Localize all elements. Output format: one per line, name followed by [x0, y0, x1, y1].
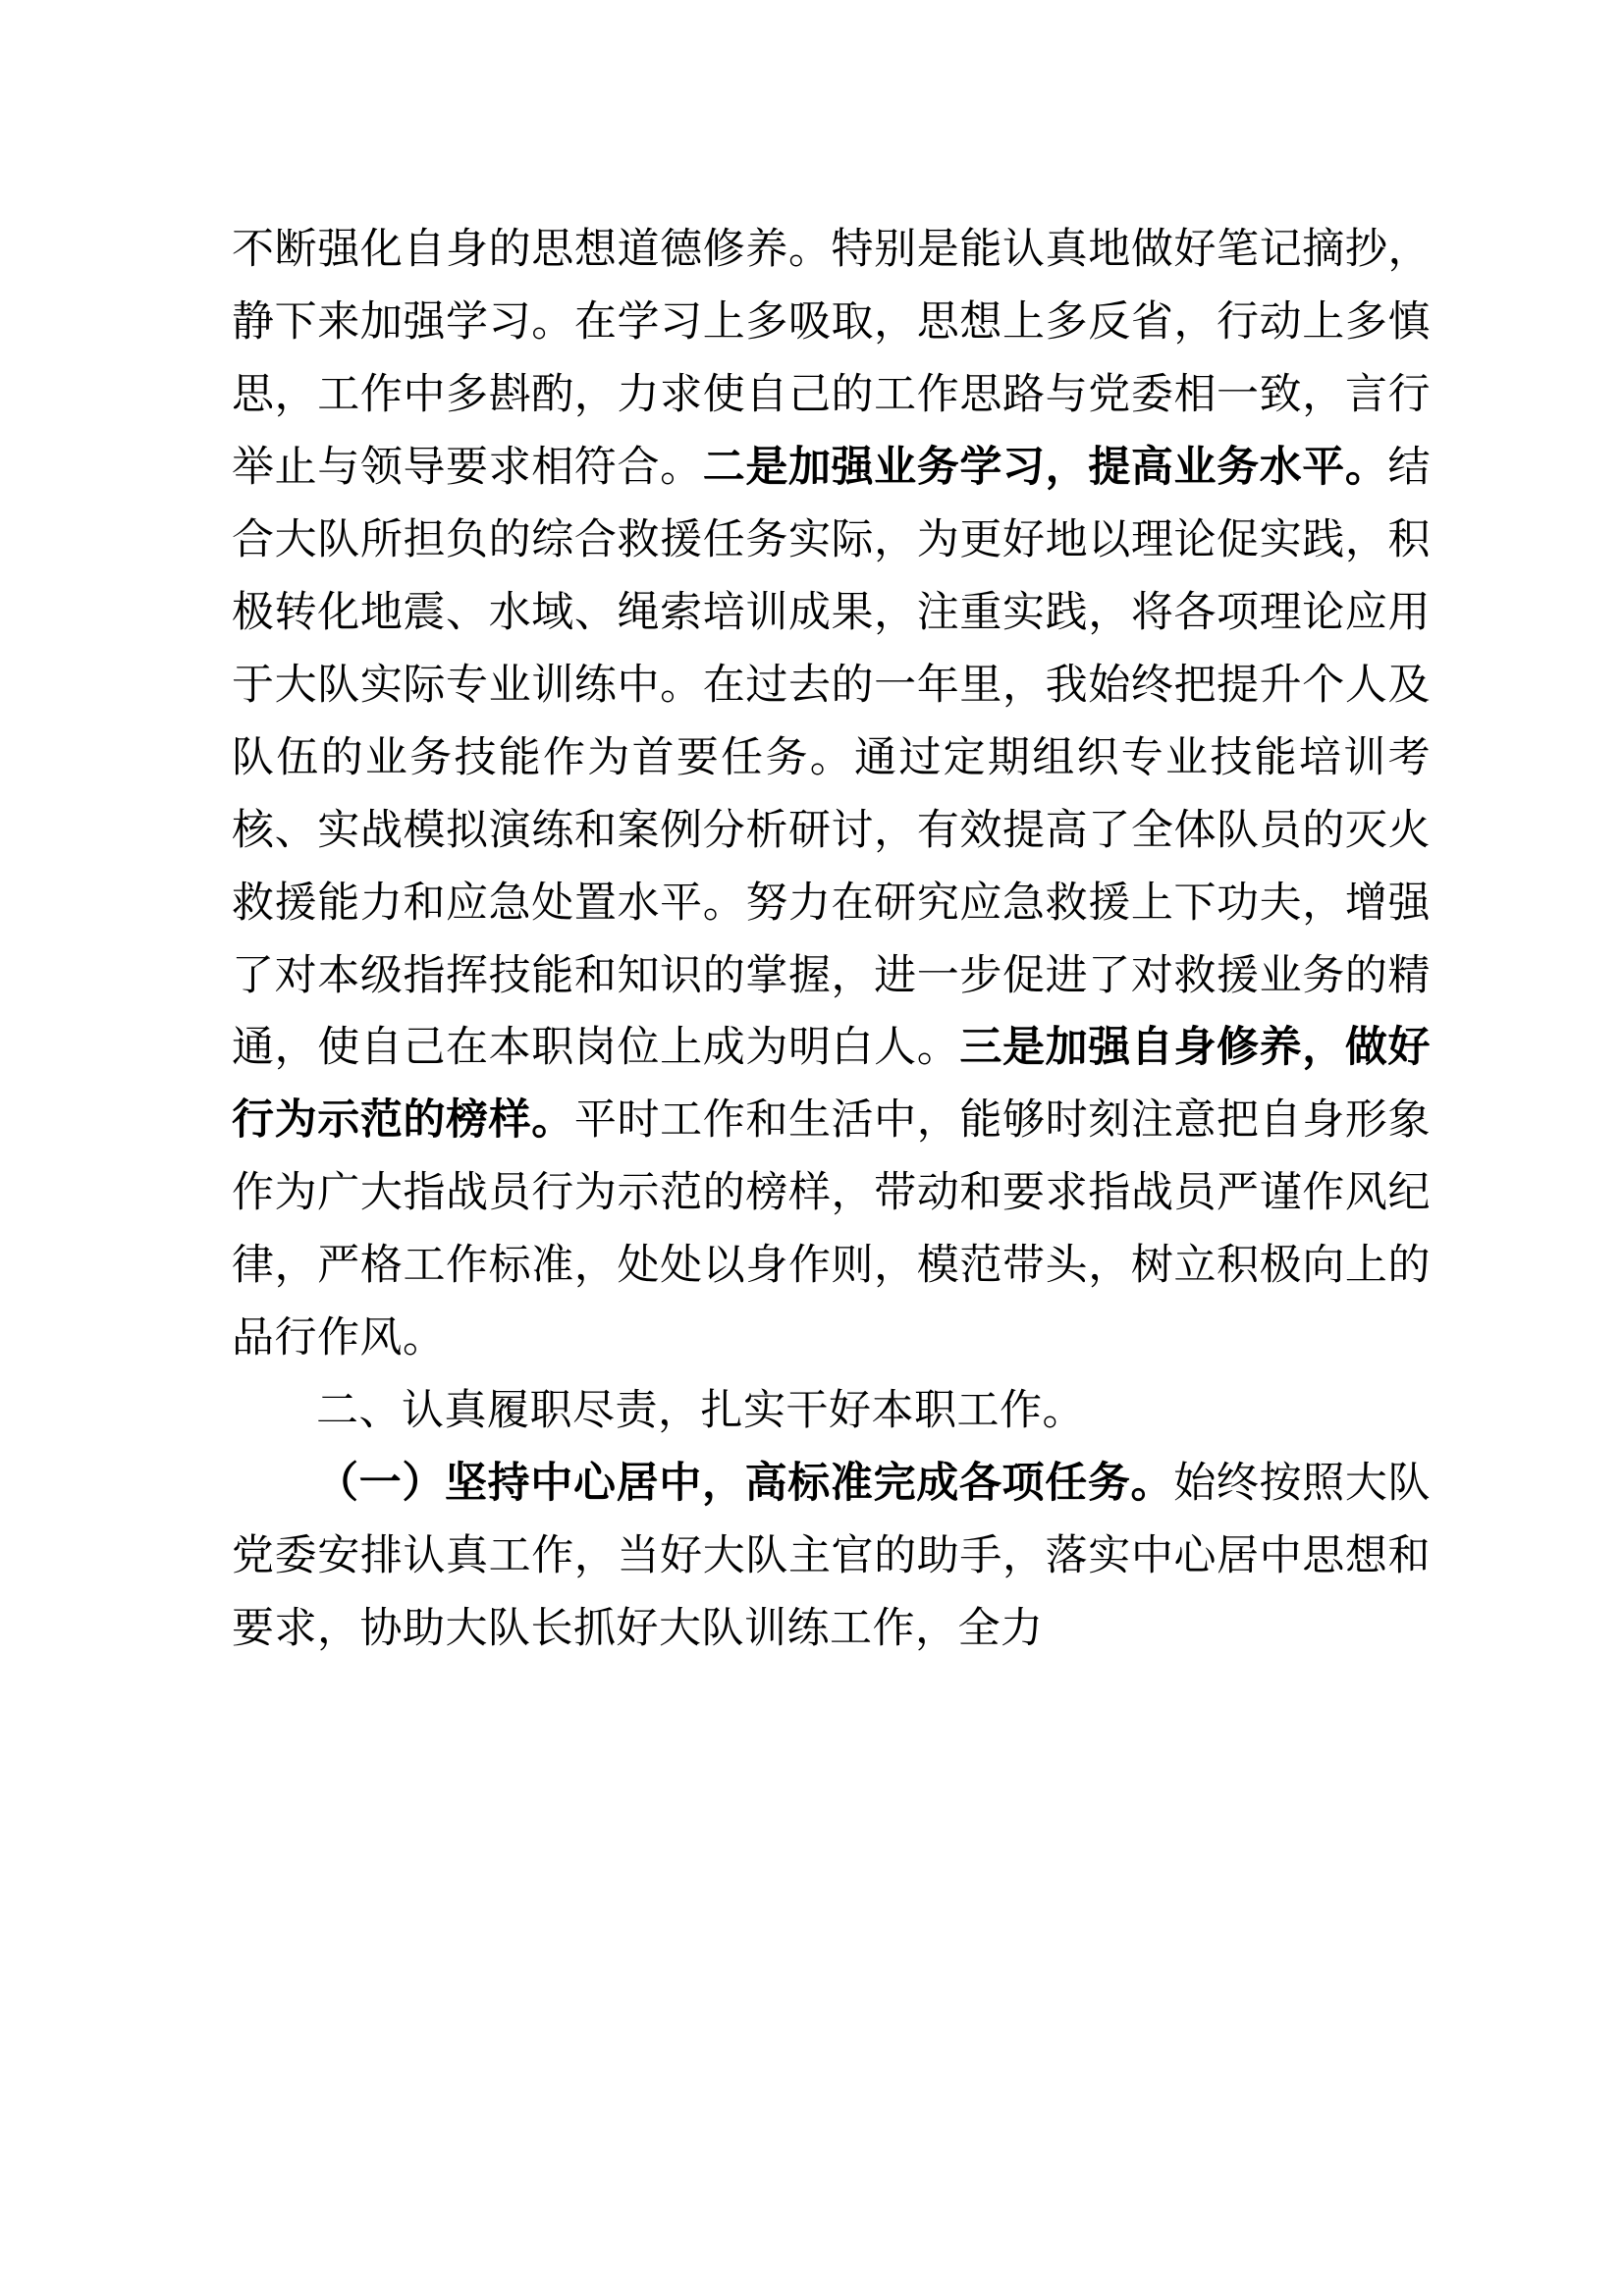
- paragraph-continued-self-cultivation: [232, 214, 1431, 1375]
- text-run-2-1: 始终按照大队党委安排认真工作，当好大队主官的助手，落实中心居中思想和要求，协助大队长抓好大队训练工作，全力: [232, 1461, 1432, 1653]
- document-body: [232, 214, 1431, 1666]
- text-run-0-4: 平时工作和生活中，能够时刻注意把自身形象作为广大指战员行为示范的榜样，带动和要求指战员严谨作风纪律，严格工作标准，处处以身作则，模范带头，树立积极向上的品行作风。: [232, 1097, 1432, 1362]
- text-run-bold-0-3: 三是加强自身修养，做好行为示范的榜样。: [232, 1025, 1432, 1145]
- text-run-bold-2-0: （一）坚持中心居中，高标准完成各项任务。: [316, 1461, 1174, 1508]
- text-run-0-2: 结合大队所担负的综合救援任务实际，为更好地以理论促实践，积极转化地震、水域、绳索培训成果，注重实践，将各项理论应用于大队实际专业训练中。在过去的一年里，我始终把提升个人及队伍的业务技能作为首要任务。通过定期组织专业技能培训考核、实战模拟演练和案例分析研讨，有效提高了全体队员的灭火救援能力和应急处置水平。努力在研究应急救援上下功夫，增强了对本级指挥技能和知识的掌握，进一步促进了对救援业务的精通，使自己在本职岗位上成为明白人。: [232, 444, 1432, 1072]
- text-run-bold-0-1: 二是加强业务学习，提高业务水平。: [702, 444, 1388, 491]
- paragraph-section-two-heading: [232, 1375, 1431, 1448]
- text-run-0-0: 不断强化自身的思想道德修养。特别是能认真地做好笔记摘抄，静下来加强学习。在学习上多吸取，思想上多反省，行动上多慎思，工作中多斟酌，力求使自己的工作思路与党委相一致，言行举止与领导要求相符合。: [232, 227, 1431, 491]
- paragraph-subsection-one: [232, 1448, 1431, 1666]
- text-run-1-0: 二、认真履职尽责，扎实干好本职工作。: [316, 1388, 1085, 1435]
